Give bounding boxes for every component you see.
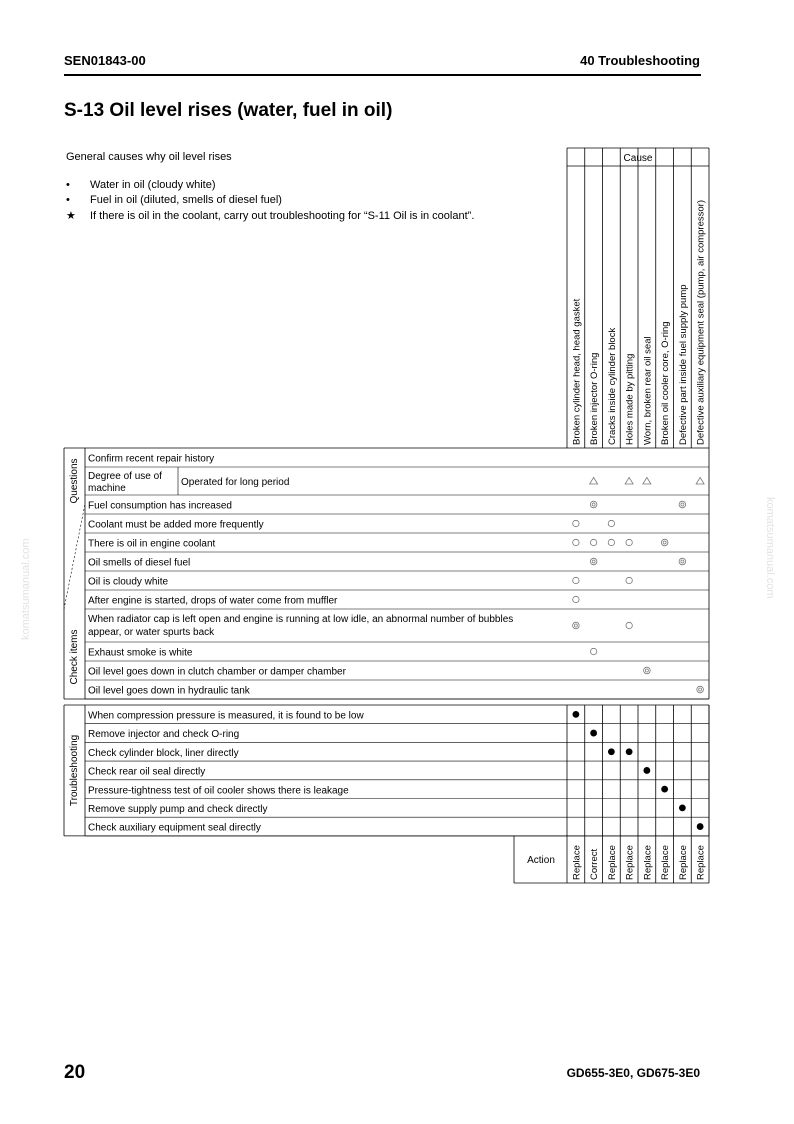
check-item-text: appear, or water spurts back xyxy=(88,627,215,638)
tshoot-item-text: Check auxiliary equipment seal directly xyxy=(88,822,261,834)
mark-circle xyxy=(608,520,614,526)
cause-label: Cracks inside cylinder block xyxy=(606,327,618,445)
cause-label: Defective auxiliary equipment seal (pump, air compressor) xyxy=(695,200,707,445)
check-item-text: There is oil in engine coolant xyxy=(88,538,216,550)
check-item-text: Oil is cloudy white xyxy=(88,576,169,588)
bullet-mark: ★ xyxy=(66,210,76,222)
check-item-text: Oil level goes down in hydraulic tank xyxy=(88,685,250,697)
model-numbers: GD655-3E0, GD675-3E0 xyxy=(566,1066,700,1080)
mark-circle xyxy=(573,520,579,526)
check-item-subtext: Operated for long period xyxy=(181,477,290,488)
mark-circle xyxy=(626,577,632,583)
mark-double-circle xyxy=(697,686,704,693)
cause-label: Broken injector O-ring xyxy=(589,352,601,445)
group-divider xyxy=(64,504,85,609)
intro-heading: General causes why oil level rises xyxy=(66,151,232,163)
mark-double-circle-inner xyxy=(681,560,684,563)
tshoot-item-text: Check rear oil seal directly xyxy=(88,766,206,778)
action-value: Replace xyxy=(624,845,636,880)
mark-triangle xyxy=(590,477,598,484)
bullet-text: Water in oil (cloudy white) xyxy=(90,179,216,191)
cause-label: Defective part inside fuel supply pump xyxy=(677,284,689,445)
check-item-text: Exhaust smoke is white xyxy=(88,647,193,659)
group-label-questions: Questions xyxy=(69,458,80,504)
mark-circle xyxy=(608,539,614,545)
cause-label: Worn, broken rear oil seal xyxy=(642,336,654,445)
bullet-mark: • xyxy=(66,179,70,191)
mark-solid-dot xyxy=(661,786,668,793)
mark-solid-dot xyxy=(608,748,615,755)
tshoot-item-text: Check cylinder block, liner directly xyxy=(88,747,239,759)
mark-circle xyxy=(590,648,596,654)
group-label-check-items: Check items xyxy=(69,629,80,685)
mark-double-circle-inner xyxy=(663,541,666,544)
action-value: Replace xyxy=(571,845,583,880)
mark-solid-dot xyxy=(643,767,650,774)
action-label: Action xyxy=(527,855,555,866)
check-item-text: When radiator cap is left open and engine is running at low idle, an abnormal number of bubbles xyxy=(88,614,514,625)
mark-circle xyxy=(573,596,579,602)
check-item-text: Oil smells of diesel fuel xyxy=(88,557,191,569)
action-value: Replace xyxy=(660,845,672,880)
cause-label: Broken cylinder head, head gasket xyxy=(571,298,583,445)
doc-code: SEN01843-00 xyxy=(64,53,146,68)
check-item-text: Confirm recent repair history xyxy=(88,453,215,465)
mark-triangle xyxy=(643,477,651,484)
mark-double-circle xyxy=(590,501,597,508)
mark-solid-dot xyxy=(590,730,597,737)
page-title: S-13 Oil level rises (water, fuel in oil) xyxy=(64,100,393,121)
mark-double-circle xyxy=(679,501,686,508)
tshoot-item-text: Pressure-tightness test of oil cooler shows there is leakage xyxy=(88,785,349,797)
bullet-text: Fuel in oil (diluted, smells of diesel fuel) xyxy=(90,194,282,206)
mark-double-circle-inner xyxy=(574,624,577,627)
check-item-text: After engine is started, drops of water come from muffler xyxy=(88,595,338,607)
mark-triangle xyxy=(625,477,633,484)
mark-circle xyxy=(573,577,579,583)
mark-double-circle-inner xyxy=(592,503,595,506)
mark-double-circle xyxy=(661,539,668,546)
page-number: 20 xyxy=(64,1062,86,1083)
mark-triangle xyxy=(696,477,704,484)
cause-label: Broken oil cooler core, O-ring xyxy=(660,321,672,445)
mark-double-circle-inner xyxy=(681,503,684,506)
mark-double-circle xyxy=(590,558,597,565)
mark-solid-dot xyxy=(572,711,579,718)
action-value: Replace xyxy=(642,845,654,880)
check-item-text: Fuel consumption has increased xyxy=(88,500,232,512)
action-value: Replace xyxy=(695,845,707,880)
check-item-text: Degree of use of xyxy=(88,471,162,482)
action-value: Correct xyxy=(589,848,601,880)
bullet-text: If there is oil in the coolant, carry out troubleshooting for “S-11 Oil is in coolant”. xyxy=(90,210,475,222)
mark-solid-dot xyxy=(697,823,704,830)
mark-double-circle xyxy=(644,667,651,674)
check-item-text: Coolant must be added more frequently xyxy=(88,519,264,531)
action-value: Replace xyxy=(677,845,689,880)
mark-circle xyxy=(626,539,632,545)
group-label-troubleshooting: Troubleshooting xyxy=(69,734,80,807)
mark-solid-dot xyxy=(626,748,633,755)
tshoot-item-text: Remove injector and check O-ring xyxy=(88,729,240,741)
mark-circle xyxy=(590,539,596,545)
action-value: Replace xyxy=(606,845,618,880)
mark-double-circle xyxy=(679,558,686,565)
section-title: 40 Troubleshooting xyxy=(580,53,700,68)
mark-circle xyxy=(626,622,632,628)
mark-double-circle-inner xyxy=(645,669,648,672)
mark-double-circle-inner xyxy=(699,688,702,691)
check-item-text: machine xyxy=(88,483,126,494)
mark-double-circle xyxy=(573,622,580,629)
cause-header: Cause xyxy=(623,153,653,164)
cause-label: Holes made by pitting xyxy=(624,353,636,445)
tshoot-item-text: When compression pressure is measured, it is found to be low xyxy=(88,710,364,722)
watermark-left: komatsumanual.com xyxy=(20,538,32,640)
watermark-right: komatsumanual.com xyxy=(764,497,776,599)
check-item-text: Oil level goes down in clutch chamber or damper chamber xyxy=(88,666,346,678)
mark-circle xyxy=(573,539,579,545)
bullet-mark: • xyxy=(66,194,70,206)
mark-solid-dot xyxy=(679,804,686,811)
tshoot-item-text: Remove supply pump and check directly xyxy=(88,804,268,815)
mark-double-circle-inner xyxy=(592,560,595,563)
